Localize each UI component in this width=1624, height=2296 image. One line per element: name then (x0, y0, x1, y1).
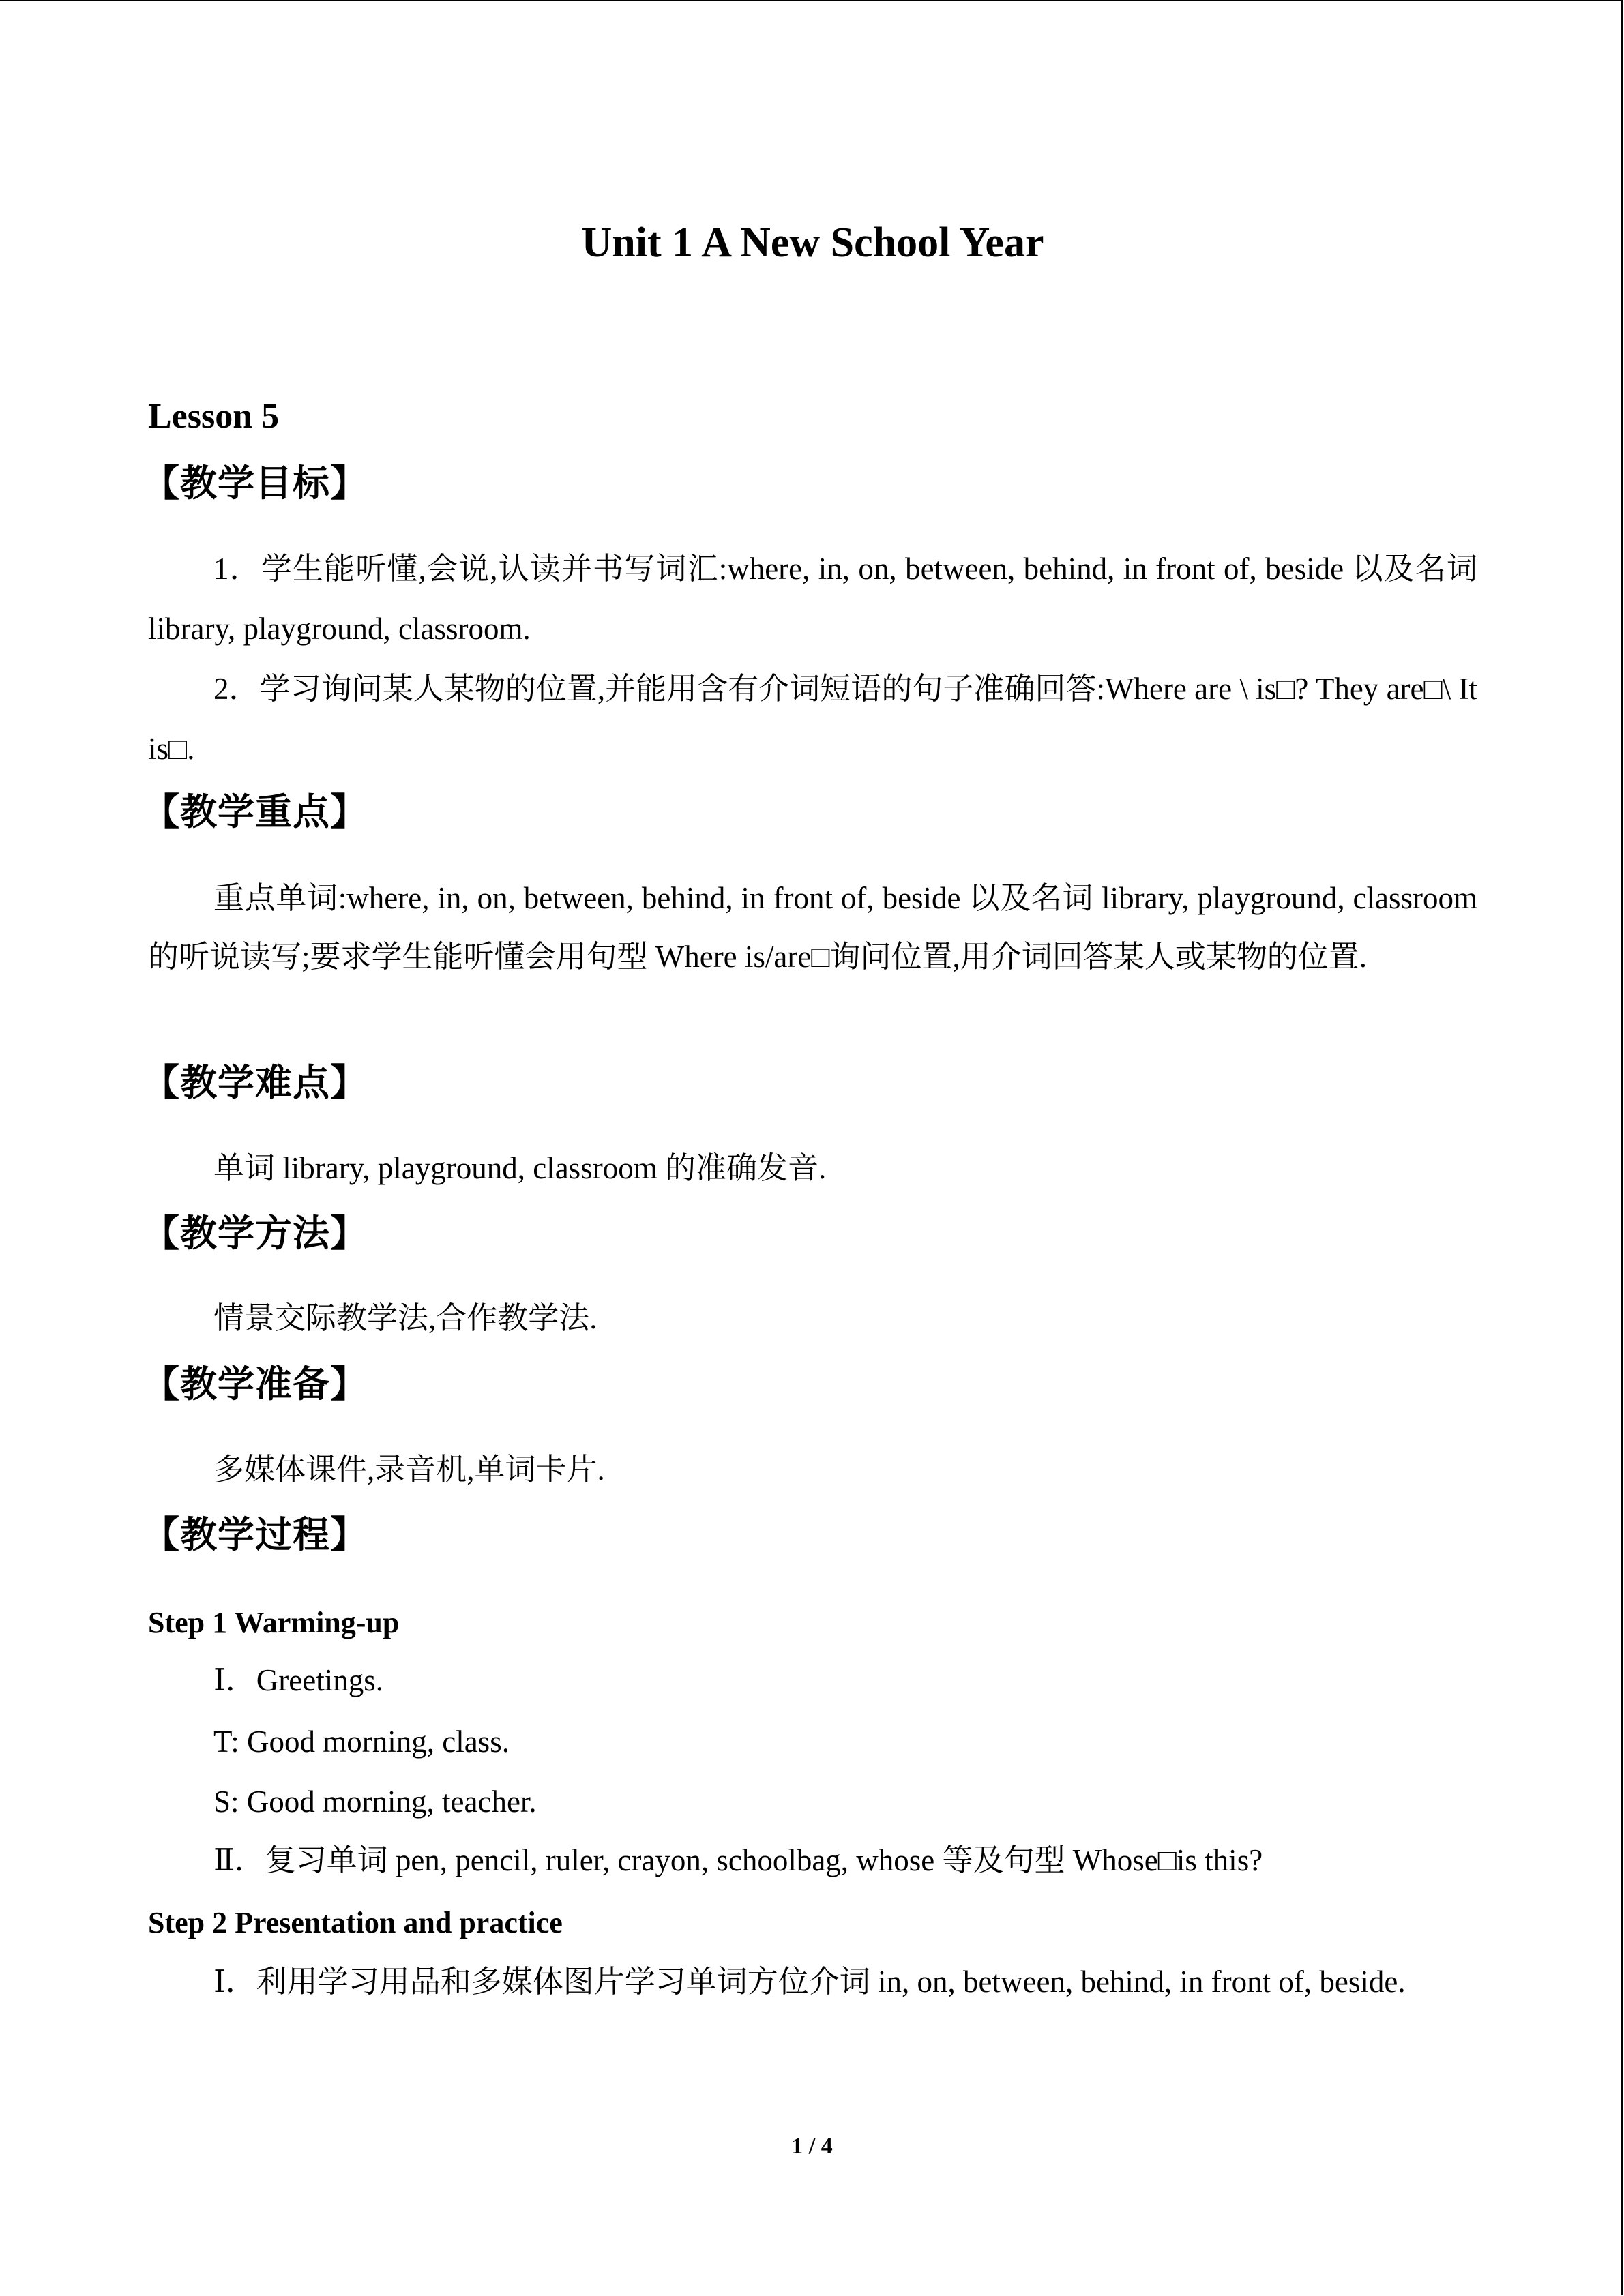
section-heading-process: 【教学过程】 (143, 1513, 368, 1556)
step-2-title: Step 2 Presentation and practice (148, 1906, 563, 1939)
preparation-text: 多媒体课件,录音机,单词卡片. (213, 1452, 605, 1487)
section-heading-methods: 【教学方法】 (143, 1212, 368, 1255)
section-heading-difficulties: 【教学难点】 (143, 1061, 368, 1104)
section-heading-preparation: 【教学准备】 (143, 1362, 368, 1405)
lesson-heading: Lesson 5 (148, 397, 280, 436)
step-1-line-1: Ⅰ．Greetings. (213, 1663, 383, 1697)
section-heading-objectives: 【教学目标】 (143, 462, 368, 505)
methods-text: 情景交际教学法,合作教学法. (213, 1301, 597, 1335)
document-title: Unit 1 A New School Year (581, 220, 1044, 266)
objective-item-2: 2．学习询问某人某物的位置,并能用含有介词短语的句子准确回答:Where are \ is□? They are□\ It is□. (148, 672, 1477, 766)
key-points-text: 重点单词:where, in, on, between, behind, in front of, beside 以及名词 library, playground, classroom 的听说读写;要求学生能听懂会用句型 Where is/are□询问位置,用介词回答某人或某物的位置. (148, 881, 1477, 974)
step-1-line-4: Ⅱ．复习单词 pen, pencil, ruler, crayon, schoolbag, whose 等及句型 Whose□is this? (213, 1843, 1263, 1877)
page-number: 1 / 4 (791, 2134, 833, 2159)
difficulties-text: 单词 library, playground, classroom 的准确发音. (213, 1151, 827, 1185)
objective-item-1: 1．学生能听懂,会说,认读并书写词汇:where, in, on, between, behind, in front of, beside 以及名词 library, playground, classroom. (148, 552, 1477, 646)
section-heading-key-points: 【教学重点】 (143, 790, 368, 833)
step-1-line-2: T: Good morning, class. (213, 1725, 510, 1759)
step-1-title: Step 1 Warming-up (148, 1606, 400, 1639)
step-2-line-1: Ⅰ．利用学习用品和多媒体图片学习单词方位介词 in, on, between, behind, in front of, beside. (213, 1965, 1406, 1999)
step-1-line-3: S: Good morning, teacher. (213, 1785, 537, 1819)
